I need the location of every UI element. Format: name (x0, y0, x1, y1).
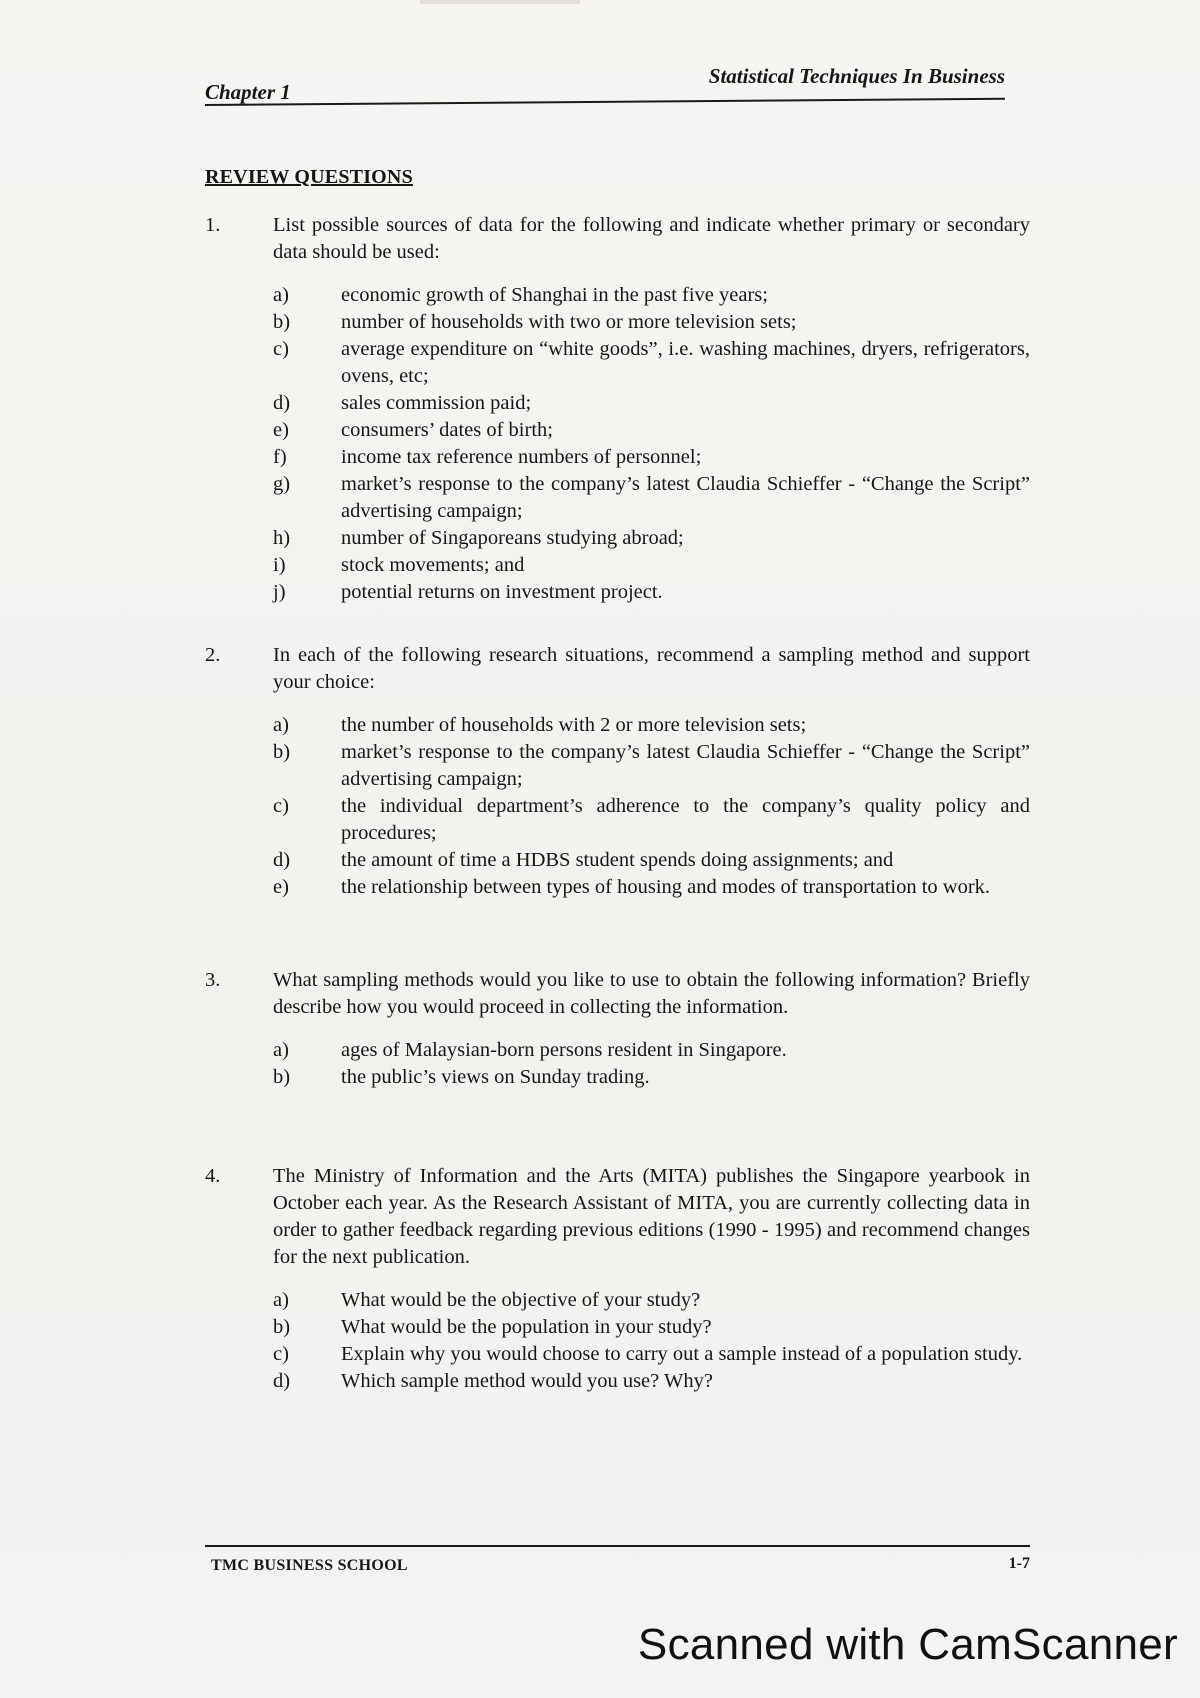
list-item (273, 712, 1030, 739)
question-text: The Ministry of Information and the Arts (MITA) publishes the Singapore yearbook in October each year. As the Research Assistant of MITA, you are currently collecting data in order to gather feedback regarding previous editions (1990 - 1995) and recommend changes for the next publication. (273, 1165, 1030, 1268)
header-rule (205, 98, 1005, 106)
list-item (273, 525, 1030, 552)
question-text: In each of the following research situations, recommend a sampling method and support your choice: (273, 644, 1030, 693)
list-item (273, 874, 1030, 901)
item-label: d) (273, 392, 291, 414)
list-item (273, 282, 1030, 309)
question-3 (205, 967, 1030, 1091)
list-item (273, 444, 1030, 471)
list-item (273, 336, 1030, 390)
item-text: sales commission paid; (341, 392, 532, 414)
item-text: consumers’ dates of birth; (341, 419, 553, 441)
list-item (273, 1287, 1030, 1314)
question-items (273, 1037, 1030, 1091)
item-text: income tax reference numbers of personnel; (341, 446, 702, 468)
item-text: average expenditure on “white goods”, i.e. washing machines, dryers, refrigerators, ovens, etc; (341, 338, 1030, 387)
list-item (273, 1064, 1030, 1091)
item-label: a) (273, 1039, 289, 1061)
item-text: market’s response to the company’s latest Claudia Schieffer - “Change the Script” advertising campaign; (341, 473, 1030, 522)
item-label: h) (273, 527, 291, 549)
item-label: c) (273, 795, 289, 817)
item-label: a) (273, 714, 289, 736)
list-item (273, 1368, 1030, 1395)
item-text: What would be the population in your study? (341, 1316, 712, 1338)
list-item (273, 1341, 1030, 1368)
question-items (273, 712, 1030, 901)
item-label: a) (273, 284, 289, 306)
item-text: stock movements; and (341, 554, 525, 576)
list-item (273, 1037, 1030, 1064)
item-text: potential returns on investment project. (341, 581, 663, 603)
list-item (273, 417, 1030, 444)
item-text: number of households with two or more television sets; (341, 311, 797, 333)
item-text: the amount of time a HDBS student spends doing assignments; and (341, 849, 894, 871)
page-number: 1-7 (1008, 1555, 1030, 1572)
page-footer (205, 1545, 1030, 1574)
item-text: the public’s views on Sunday trading. (341, 1066, 650, 1088)
item-label: d) (273, 849, 291, 871)
list-item (273, 1314, 1030, 1341)
question-items (273, 1287, 1030, 1395)
list-item (273, 309, 1030, 336)
item-text: Which sample method would you use? Why? (341, 1370, 713, 1392)
item-label: a) (273, 1289, 289, 1311)
item-label: e) (273, 876, 289, 898)
scanner-watermark: Scanned with CamScanner (637, 1620, 1178, 1669)
item-text: the relationship between types of housing and modes of transportation to work. (341, 876, 991, 898)
question-text: List possible sources of data for the following and indicate whether primary or secondary data should be used: (273, 214, 1030, 263)
section-title: REVIEW QUESTIONS (205, 166, 413, 188)
item-label: d) (273, 1370, 291, 1392)
item-label: f) (273, 446, 287, 468)
question-number: 3. (205, 969, 221, 991)
list-item (273, 579, 1030, 606)
question-1 (205, 212, 1030, 606)
list-item (273, 739, 1030, 793)
list-item (273, 390, 1030, 417)
item-label: b) (273, 311, 291, 333)
scan-edge-mark (420, 0, 580, 4)
list-item (273, 552, 1030, 579)
item-text: the individual department’s adherence to the company’s quality policy and procedures; (341, 795, 1030, 844)
list-item (273, 471, 1030, 525)
item-text: market’s response to the company’s latest Claudia Schieffer - “Change the Script” advertising campaign; (341, 741, 1030, 790)
item-text: What would be the objective of your study? (341, 1289, 701, 1311)
item-label: b) (273, 1316, 291, 1338)
question-text: What sampling methods would you like to use to obtain the following information? Briefly describe how you would proceed in collecting the information. (273, 969, 1030, 1018)
school-name: TMC BUSINESS SCHOOL (211, 1557, 408, 1574)
question-items (273, 282, 1030, 606)
item-label: g) (273, 473, 291, 495)
item-label: c) (273, 1343, 289, 1365)
question-number: 1. (205, 214, 221, 236)
item-label: j) (273, 581, 286, 603)
question-number: 4. (205, 1165, 221, 1187)
item-text: Explain why you would choose to carry out a sample instead of a population study. (341, 1343, 1023, 1365)
item-label: i) (273, 554, 286, 576)
question-4 (205, 1163, 1030, 1395)
item-text: economic growth of Shanghai in the past five years; (341, 284, 768, 306)
item-text: ages of Malaysian-born persons resident in Singapore. (341, 1039, 787, 1061)
item-label: c) (273, 338, 289, 360)
question-number: 2. (205, 644, 221, 666)
page-header (205, 60, 1005, 110)
item-text: the number of households with 2 or more television sets; (341, 714, 807, 736)
list-item (273, 793, 1030, 847)
item-label: e) (273, 419, 289, 441)
item-label: b) (273, 741, 291, 763)
item-label: b) (273, 1066, 291, 1088)
list-item (273, 847, 1030, 874)
item-text: number of Singaporeans studying abroad; (341, 527, 684, 549)
question-2 (205, 642, 1030, 901)
footer-rule (205, 1545, 1030, 1547)
chapter-label: Chapter 1 (205, 80, 291, 104)
book-title: Statistical Techniques In Business (708, 64, 1005, 88)
